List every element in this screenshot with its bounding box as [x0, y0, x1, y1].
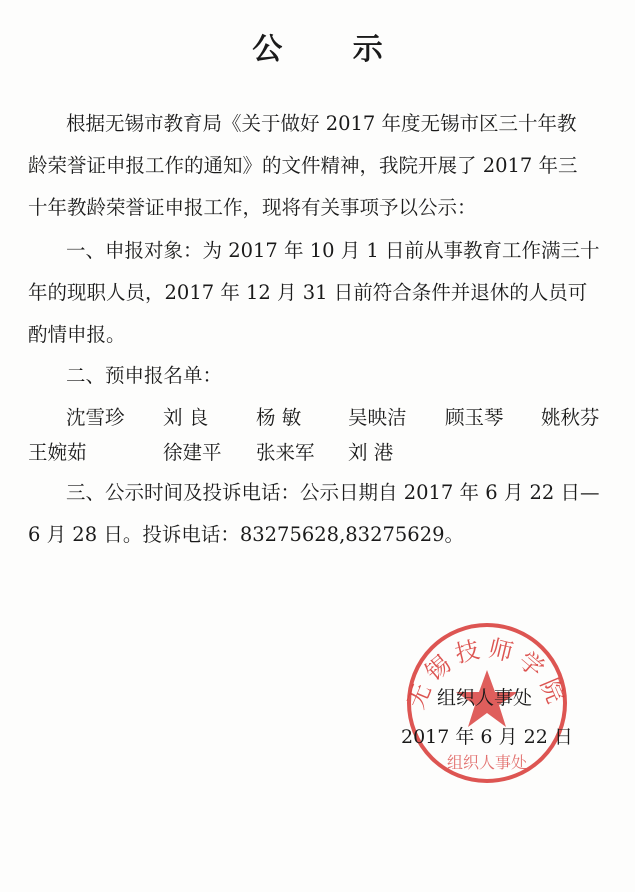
name-item: 刘 港 — [348, 441, 394, 464]
name-item: 徐建平 — [163, 441, 222, 464]
name-item: 刘 良 — [163, 406, 209, 429]
name-item: 杨 敏 — [256, 406, 302, 429]
name-item: 王婉茹 — [28, 441, 87, 464]
section1-line-2: 年的现职人员，2017 年 12 月 31 日前符合条件并退休的人员可 — [28, 281, 588, 304]
section3-line-2: 6 月 28 日。投诉电话：83275628,83275629。 — [28, 523, 465, 546]
name-item: 张来军 — [256, 441, 315, 464]
para1-line-2: 龄荣誉证申报工作的通知》的文件精神，我院开展了 2017 年三 — [28, 154, 578, 177]
names-row-1 — [28, 408, 618, 430]
seal-arc-text: 无锡技师学院 — [402, 634, 572, 713]
seal-bottom-text: 组织人事处 — [446, 753, 528, 772]
name-item: 吴映洁 — [348, 406, 407, 429]
section1-line-1: 一、申报对象：为 2017 年 10 月 1 日前从事教育工作满三十 — [66, 239, 600, 262]
section3-line-1: 三、公示时间及投诉电话：公示日期自 2017 年 6 月 22 日— — [66, 481, 600, 504]
names-row-2 — [28, 443, 618, 465]
section2-heading: 二、预申报名单： — [66, 364, 223, 387]
signature-org: 组织人事处 — [437, 687, 533, 709]
doc-title: 公 示 — [252, 32, 413, 67]
para1-line-3: 十年教龄荣誉证申报工作，现将有关事项予以公示： — [28, 196, 477, 219]
signature-date: 2017 年 6 月 22 日 — [401, 726, 573, 748]
name-item: 沈雪珍 — [66, 406, 125, 429]
name-item: 顾玉琴 — [445, 406, 504, 429]
para1-line-1: 根据无锡市教育局《关于做好 2017 年度无锡市区三十年教 — [66, 112, 577, 135]
section1-line-3: 酌情申报。 — [28, 323, 126, 346]
name-item: 姚秋芬 — [541, 406, 600, 429]
